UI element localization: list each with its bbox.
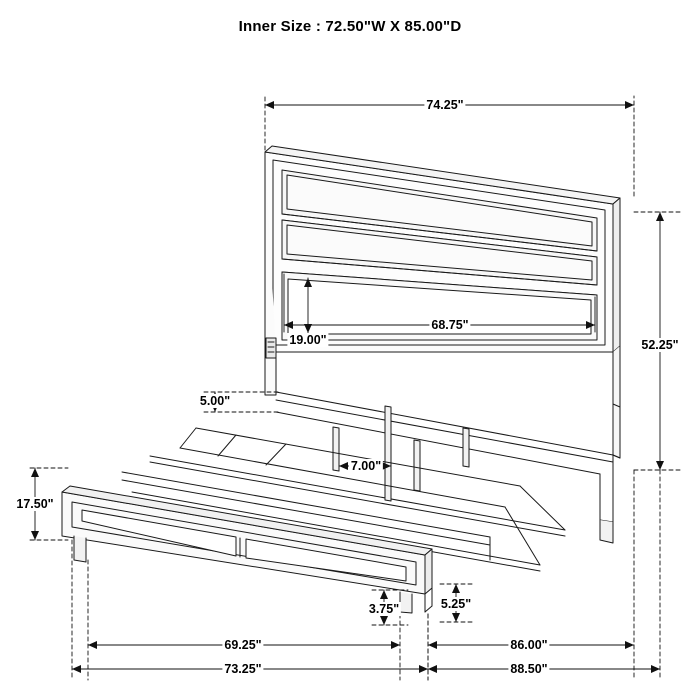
headboard-group	[265, 146, 620, 458]
dim-label-footboard-inner-width: 69.25"	[224, 638, 262, 652]
dim-label-footboard-height: 17.50"	[16, 497, 54, 511]
dim-label-footboard-leg-height: 3.75"	[368, 602, 400, 616]
dim-label-headboard-height: 52.25"	[641, 338, 679, 352]
dim-label-headboard-width: 74.25"	[426, 98, 464, 112]
page-title: Inner Size : 72.50"W X 85.00"D	[238, 18, 462, 35]
dim-label-slat-spacing: 7.00"	[350, 459, 382, 473]
dim-label-side-rail-outer-length: 88.50"	[510, 662, 548, 676]
footboard-group	[62, 486, 432, 613]
dim-label-side-rail-leg-height: 5.25"	[440, 597, 472, 611]
rear-leg-group	[600, 520, 613, 543]
dim-label-headboard-panel-width: 68.75"	[431, 318, 469, 332]
dim-label-headboard-panel-height: 19.00"	[289, 333, 327, 347]
dim-label-footboard-outer-width: 73.25"	[224, 662, 262, 676]
dim-label-side-rail-inner-length: 86.00"	[510, 638, 548, 652]
dim-label-slat-clearance: 5.00"	[199, 394, 231, 408]
